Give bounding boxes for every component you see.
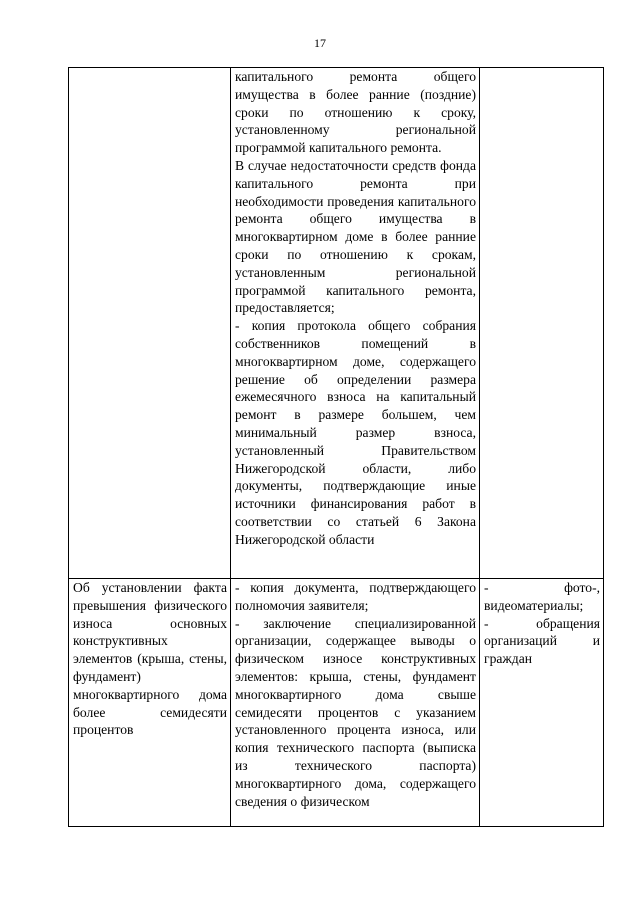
materials-paragraph: - фото-, видеоматериалы; [484, 580, 600, 613]
table-row [69, 68, 604, 579]
table-cell-documents [231, 579, 480, 827]
table-cell-subject [69, 68, 231, 579]
table-cell-documents [231, 68, 480, 579]
page-number: 17 [314, 36, 326, 50]
materials-paragraph: - обращения организаций и граждан [484, 615, 600, 667]
document-paragraph: капитального ремонта общего имущества в более ранние (поздние) сроки по отношению к сроку, установленному региональной программой капитального ремонта. [235, 69, 476, 156]
table-cell-subject [69, 579, 231, 827]
document-paragraph: - копия протокола общего собрания собственников помещений в многоквартирном доме, содержащего решение об определении размера ежемесячного взноса на капитальный ремонт в размере большем, чем минимальный размер взноса, установленный Правительством Нижегородской области, либо документы, подтверждающие иные источники финансирования работ в соответствии со статьей 6 Закона Нижегородской области [235, 318, 476, 547]
table-cell-materials [480, 68, 604, 579]
document-paragraph: - заключение специализированной организации, содержащее выводы о физическом износе конструктивных элементов: крыша, стены, фундамент многоквартирного дома свыше семидесяти процентов с указанием установленного процента износа, или копия технического паспорта (выписка из технического паспорта) многоквартирного дома, содержащего сведения о физическом [235, 615, 476, 809]
table-cell-materials [480, 579, 604, 827]
table-row [69, 579, 604, 827]
document-paragraph: В случае недостаточности средств фонда капитального ремонта при необходимости проведения капитального ремонта общего имущества в многоквартирном доме в более ранние сроки по отношению к срокам, установленным региональной программой капитального ремонта, предоставляется; [235, 157, 476, 316]
document-table [68, 67, 604, 827]
document-paragraph: - копия документа, подтверждающего полномочия заявителя; [235, 580, 476, 613]
subject-paragraph: Об установлении факта превышения физического износа основных конструктивных элементов (крыша, стены, фундамент) многоквартирного дома более семидесяти процентов [73, 580, 227, 738]
